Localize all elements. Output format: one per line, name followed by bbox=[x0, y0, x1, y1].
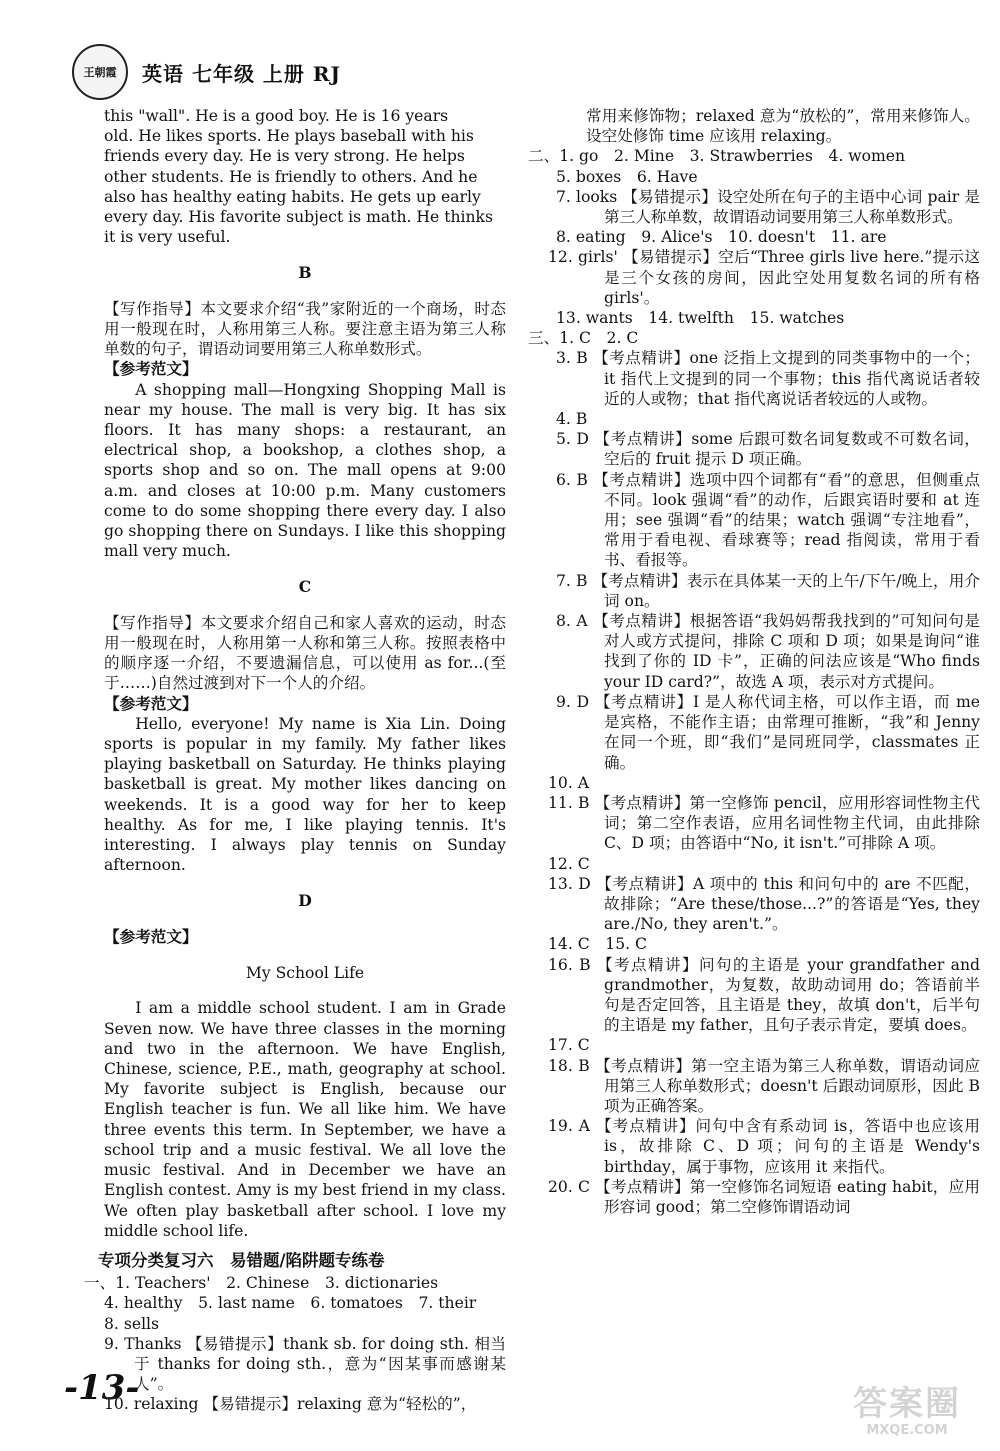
answer-line: 8. sells bbox=[104, 1314, 160, 1333]
answer-item: 4. B bbox=[556, 410, 588, 429]
answer-item: 17. C bbox=[548, 1036, 590, 1055]
section-title: 专项分类复习六 易错题/陷阱题专练卷 bbox=[98, 1250, 385, 1270]
section-b-label: B bbox=[298, 263, 312, 283]
text-line: every day. His favorite subject is math. He thinks bbox=[104, 208, 493, 227]
essay-c: Hello, everyone! My name is Xia Lin. Doing sports is popular in my family. My father likes playing basketball on Saturday. He thinks playing basketball is great. My mother likes dancing on weekends. It is a good way for her to keep healthy. As for me, I like playing tennis. It's interesting. I always play tennis on Sunday afternoon. bbox=[104, 714, 506, 875]
section-c-label: C bbox=[298, 577, 312, 597]
answer-item: 11. B 【考点精讲】第一空修饰 pencil，应用形容词性物主代词；第二空作表语，应用名词性物主代词，由此排除 C、D 项；由答语中“No, it isn't.”可排除 A 项。 bbox=[548, 793, 980, 853]
text-line: other students. He is friendly to others. And he bbox=[104, 167, 478, 186]
reference-label-b: 【参考范文】 bbox=[104, 359, 198, 379]
answer-line: 5. boxes 6. Have bbox=[556, 167, 698, 186]
text-line: friends every day. He is very strong. He helps bbox=[104, 147, 465, 166]
logo-text: 王朝霞 bbox=[83, 66, 117, 79]
answer-item: 7. B 【考点精讲】表示在具体某一天的上午/下午/晚上，用介词 on。 bbox=[556, 571, 980, 610]
watermark-logo-text: 答案圈 bbox=[853, 1384, 961, 1424]
answer-item: 9. D 【考点精讲】I 是人称代词主格，可以作主语，而 me 是宾格，不能作主语；由常理可推断，“我”和 Jenny 在同一个班，即“我们”是同班同学，classmates 正确。 bbox=[556, 692, 980, 772]
watermark-url: MXQE.COM bbox=[866, 1423, 948, 1438]
publisher-logo bbox=[72, 44, 128, 100]
right-column bbox=[528, 106, 980, 1217]
page-header bbox=[72, 44, 341, 100]
text-line: also has healthy eating habits. He gets up early bbox=[104, 187, 481, 206]
answer-item: 8. A 【考点精讲】根据答语“我妈妈帮我找到的”可知问句是对人或方式提问，排除 C 项和 D 项；如果是询问“谁找到了你的 ID 卡”，正确的问法应该是“Who finds your ID card?”，故选 A 项，表示对方式提问。 bbox=[556, 612, 980, 691]
answer-item: 3. B 【考点精讲】one 泛指上文提到的同类事物中的一个；it 指代上文提到的同一个事物；this 指代离说话者较近的人或物；that 指代离说话者较远的人或物。 bbox=[556, 349, 980, 408]
answer-item: 9. Thanks 【易错提示】thank sb. for doing sth. 相当于 thanks for doing sth.，意为“因某事而感谢某人”。 bbox=[104, 1334, 506, 1394]
answer-item: 19. A 【考点精讲】问句中含有系动词 is，答语中也应该用 is，故排除 C、D 项；问句的主语是 Wendy's birthday，属于事物，应该用 it 来指代。 bbox=[548, 1117, 980, 1176]
answer-item: 7. looks 【易错提示】设空处所在句子的主语中心词 pair 是第三人称单数，故谓语动词要用第三人称单数形式。 bbox=[556, 187, 980, 227]
answer-item: 20. C 【考点精讲】第一空修饰名词短语 eating habit，应用形容词 good；第二空修饰谓语动词 bbox=[548, 1177, 980, 1216]
answer-item: 13. D 【考点精讲】A 项中的 this 和问句中的 are 不匹配，故排除；“Are these/those...?”的答语是“Yes, they are./No, they aren't.”。 bbox=[548, 874, 980, 934]
answer-item: 6. B 【考点精讲】选项中四个词都有“看”的意思，但侧重点不同。look 强调“看”的动作，后跟宾语时要和 at 连用；see 强调“看”的结果；watch 强调“专注地看”，常用于看电视、看球赛等；read 指阅读，常用于看书、看报等。 bbox=[556, 470, 980, 570]
essay-d: I am a middle school student. I am in Grade Seven now. We have three classes in the morning and two in the afternoon. We have English, Chinese, science, P.E., math, geography at school. My favorite subject is English, because our English teacher is fun. We all like him. We have three events this term. In September, we have a school trip and a music festival. We all love the music festival. And in December we have an English contest. Amy is my best friend in my class. We often play basketball after school. I love my middle school life. bbox=[104, 999, 506, 1240]
section-d-label: D bbox=[298, 891, 312, 911]
answer-continuation: 常用来修饰物；relaxed 意为“放松的”，常用来修饰人。设空处修饰 time 应该用 relaxing。 bbox=[586, 107, 980, 146]
watermark bbox=[822, 1385, 992, 1443]
answer-item: 18. B 【考点精讲】第一空主语为第三人称单数，谓语动词应用第三人称单数形式；doesn't 后跟动词原形，因此 B 项为正确答案。 bbox=[548, 1056, 980, 1115]
writing-guide-c: 【写作指导】本文要求介绍自己和家人喜欢的运动，时态用一般现在时，人称用第一人称和第三人称。按照表格中的顺序逐一介绍，不要遗漏信息，可以使用 as for...(至于……)自然过渡到对下一个人的介绍。 bbox=[104, 613, 506, 693]
answer-line: 二、1. go 2. Mine 3. Strawberries 4. women bbox=[528, 147, 906, 166]
essay-a-tail bbox=[104, 106, 506, 247]
book-title: 英语 七年级 上册 RJ bbox=[142, 61, 341, 86]
reference-label-c: 【参考范文】 bbox=[104, 693, 198, 713]
reference-label-d: 【参考范文】 bbox=[104, 926, 198, 946]
answer-item: 14. C 15. C bbox=[548, 935, 647, 954]
answer-line: 一、1. Teachers' 2. Chinese 3. dictionaries bbox=[84, 1274, 439, 1293]
answer-line: 8. eating 9. Alice's 10. doesn't 11. are bbox=[556, 228, 887, 247]
text-line: old. He likes sports. He plays baseball with his bbox=[104, 127, 474, 146]
answer-line: 13. wants 14. twelfth 15. watches bbox=[556, 309, 845, 328]
answer-line: 4. healthy 5. last name 6. tomatoes 7. their bbox=[104, 1294, 477, 1313]
answer-item: 12. C bbox=[548, 854, 590, 873]
answer-item: 10. A bbox=[548, 773, 590, 792]
answer-item: 10. relaxing 【易错提示】relaxing 意为“轻松的”， bbox=[104, 1395, 477, 1414]
text-line: this "wall". He is a good boy. He is 16 years bbox=[104, 107, 449, 125]
answer-item: 12. girls' 【易错提示】空后“Three girls live here.”提示这是三个女孩的房间，因此空处用复数名词的所有格 girls'。 bbox=[548, 248, 980, 307]
essay-b: A shopping mall—Hongxing Shopping Mall is near my house. The mall is very big. It has six floors. It has many shops: a restaurant, an electrical shop, a bookshop, a clothes shop, a sports shop and so on. The mall opens at 9:00 a.m. and closes at 10:00 p.m. Many customers come to do some shopping there every day. I also go shopping there on Sundays. I like this shopping mall very much. bbox=[104, 380, 506, 561]
answer-line: 三、1. C 2. C bbox=[528, 329, 639, 348]
answer-item: 5. D 【考点精讲】some 后跟可数名词复数或不可数名词，空后的 fruit 提示 D 项正确。 bbox=[556, 430, 980, 469]
answer-item: 16. B 【考点精讲】问句的主语是 your grandfather and grandmother，为复数，故助动词用 do；答语前半句是否定回答，且主语是 they，故填 don't，后半句的主语是 my father，且句子表示肯定，要填 does。 bbox=[548, 955, 980, 1035]
page-number: -13- bbox=[64, 1368, 140, 1408]
essay-d-title: My School Life bbox=[245, 963, 365, 982]
text-line: it is very useful. bbox=[104, 228, 231, 247]
writing-guide-b: 【写作指导】本文要求介绍“我”家附近的一个商场，时态用一般现在时，人称用第三人称。要注意主语为第三人称单数的句子，谓语动词要用第三人称单数形式。 bbox=[104, 299, 506, 359]
